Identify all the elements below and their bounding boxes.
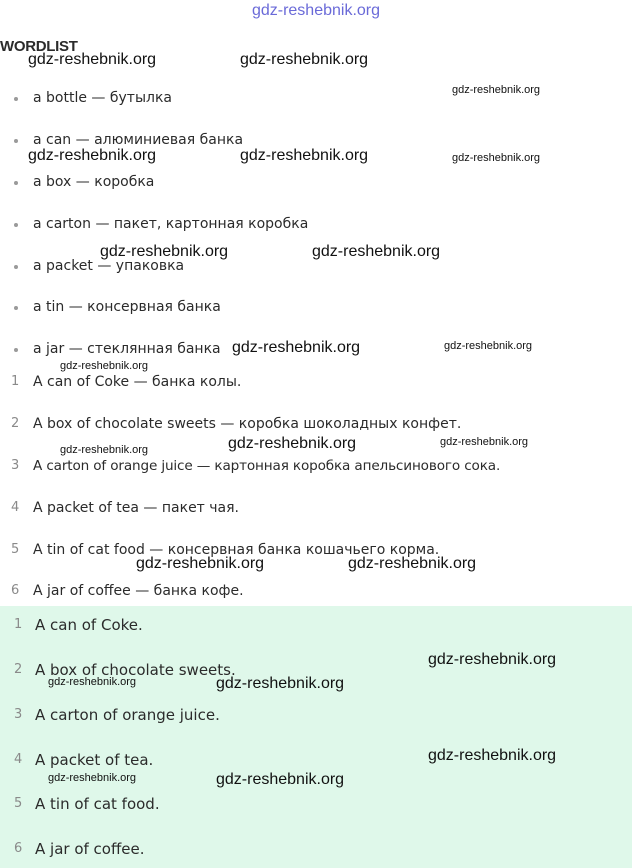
- answer-row: [0, 703, 600, 727]
- watermark: gdz-reshebnik.org: [232, 339, 361, 356]
- sentence-text: A jar of coffee — банка кофе.: [33, 583, 244, 599]
- answer-number: 2: [14, 662, 23, 677]
- watermark: gdz-reshebnik.org: [28, 51, 157, 68]
- sentence-row: [0, 370, 600, 394]
- answer-text: A carton of orange juice.: [35, 706, 220, 724]
- watermark: gdz-reshebnik.org: [48, 772, 137, 784]
- answer-text: A jar of coffee.: [35, 840, 145, 858]
- bullet-icon: [14, 348, 18, 352]
- watermark: gdz-reshebnik.org: [452, 152, 541, 164]
- sentence-text: A packet of tea — пакет чая.: [33, 500, 240, 516]
- sentence-text: A box of chocolate sweets — коробка шоколадных конфет.: [33, 416, 462, 432]
- sentence-row: [0, 579, 600, 603]
- watermark: gdz-reshebnik.org: [240, 147, 369, 164]
- watermark: gdz-reshebnik.org: [60, 444, 149, 456]
- sentence-row: [0, 496, 600, 520]
- answer-text: A can of Coke.: [35, 616, 143, 634]
- bullet-icon: [14, 265, 18, 269]
- wordlist-text: a bottle — бутылка: [33, 90, 172, 106]
- watermark: gdz-reshebnik.org: [100, 243, 229, 260]
- sentence-number: 2: [11, 416, 20, 431]
- sentence-text: A carton of orange juice — картонная коробка апельсинового сока.: [33, 458, 501, 474]
- top-watermark: gdz-reshebnik.org: [251, 2, 381, 19]
- wordlist-heading: WORDLIST: [0, 38, 78, 55]
- wordlist-item: [0, 212, 400, 236]
- wordlist-item: [0, 295, 400, 319]
- watermark: gdz-reshebnik.org: [312, 243, 441, 260]
- watermark: gdz-reshebnik.org: [60, 360, 149, 372]
- watermark: gdz-reshebnik.org: [452, 84, 541, 96]
- wordlist-text: a carton — пакет, картонная коробка: [33, 216, 309, 232]
- watermark: gdz-reshebnik.org: [348, 555, 477, 572]
- answer-number: 4: [14, 752, 23, 767]
- sentence-row: [0, 538, 600, 562]
- sentence-text: A tin of cat food — консервная банка кошачьего корма.: [33, 542, 440, 558]
- answer-text: A box of chocolate sweets.: [35, 661, 236, 679]
- watermark: gdz-reshebnik.org: [444, 340, 533, 352]
- sentence-row: [0, 412, 600, 436]
- watermark: gdz-reshebnik.org: [440, 436, 529, 448]
- sentence-text: A can of Coke — банка колы.: [33, 374, 242, 390]
- wordlist-item: [0, 86, 400, 110]
- answer-number: 5: [14, 796, 23, 811]
- wordlist-text: a box — коробка: [33, 174, 155, 190]
- bullet-icon: [14, 181, 18, 185]
- watermark: gdz-reshebnik.org: [216, 771, 345, 788]
- watermark: gdz-reshebnik.org: [48, 676, 137, 688]
- wordlist-text: a tin — консервная банка: [33, 299, 221, 315]
- watermark: gdz-reshebnik.org: [428, 651, 557, 668]
- wordlist-text: a jar — стеклянная банка: [33, 341, 221, 357]
- answer-number: 6: [14, 841, 23, 856]
- sentence-row: [0, 454, 620, 478]
- answer-number: 1: [14, 617, 23, 632]
- sentence-number: 4: [11, 500, 20, 515]
- bullet-icon: [14, 223, 18, 227]
- answer-text: A tin of cat food.: [35, 795, 160, 813]
- sentence-number: 6: [11, 583, 20, 598]
- answer-row: [0, 613, 600, 637]
- sentence-number: 3: [11, 458, 20, 473]
- answer-row: [0, 837, 600, 861]
- sentence-number: 5: [11, 542, 20, 557]
- answer-number: 3: [14, 707, 23, 722]
- watermark: gdz-reshebnik.org: [428, 747, 557, 764]
- bullet-icon: [14, 139, 18, 143]
- bullet-icon: [14, 97, 18, 101]
- watermark: gdz-reshebnik.org: [240, 51, 369, 68]
- bullet-icon: [14, 306, 18, 310]
- answer-row: [0, 792, 600, 816]
- watermark: gdz-reshebnik.org: [216, 675, 345, 692]
- answer-text: A packet of tea.: [35, 751, 154, 769]
- answers-panel: [0, 606, 632, 868]
- watermark: gdz-reshebnik.org: [136, 555, 265, 572]
- watermark: gdz-reshebnik.org: [28, 147, 157, 164]
- sentence-number: 1: [11, 374, 20, 389]
- wordlist-text: a packet — упаковка: [33, 258, 185, 274]
- watermark: gdz-reshebnik.org: [228, 435, 357, 452]
- wordlist-item: [0, 170, 400, 194]
- wordlist-text: a can — алюминиевая банка: [33, 132, 244, 148]
